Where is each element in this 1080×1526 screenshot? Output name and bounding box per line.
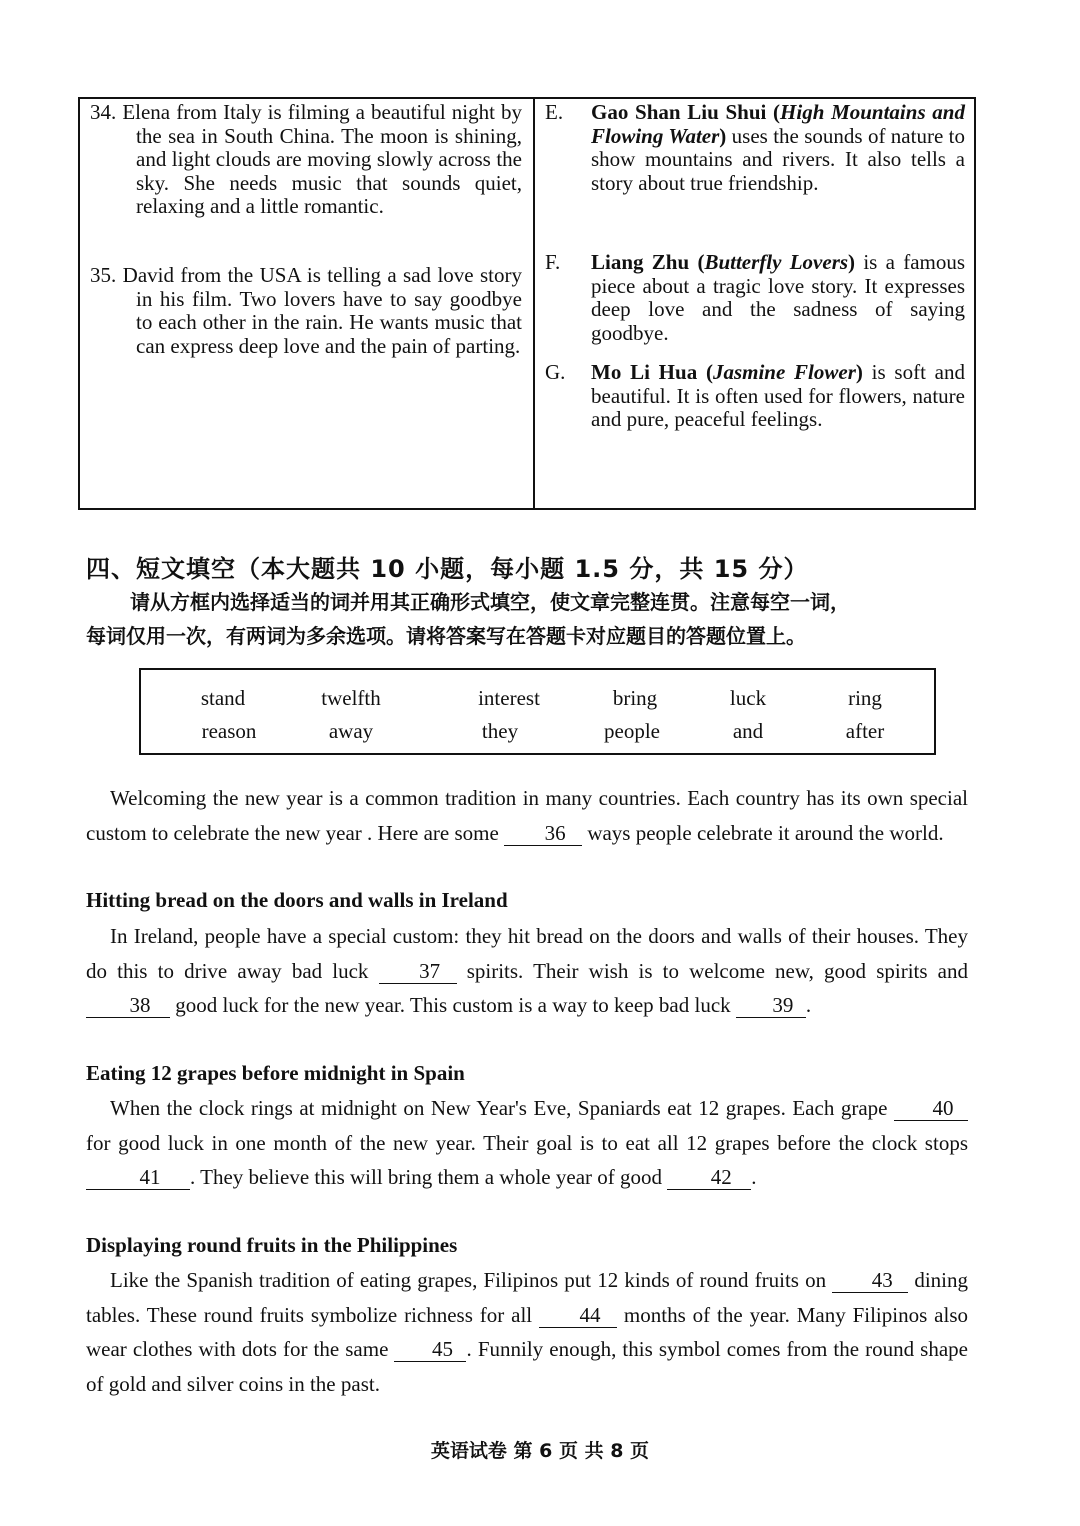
option-f bbox=[545, 251, 965, 345]
option-title-end: ) bbox=[719, 123, 727, 148]
passage-text: . Funnily enough, this symbol comes from the round shape of gold and silver coins in the past. bbox=[86, 1337, 968, 1396]
question-number: 35. bbox=[90, 263, 117, 287]
passage-text: In Ireland, people have a special custom: they hit bread on the doors and walls of their houses. They do this to drive away bad luck bbox=[86, 924, 968, 983]
option-g bbox=[545, 361, 965, 432]
word-bank-item: luck bbox=[729, 686, 767, 710]
blank-43: 43 bbox=[832, 1268, 908, 1293]
word-bank-item: they bbox=[481, 719, 519, 743]
passage-text: months of the year. Many Filipinos also wear clothes with dots for the same bbox=[86, 1302, 968, 1361]
passage-text: ways people celebrate it around the world. bbox=[582, 820, 944, 845]
option-letter: G. bbox=[545, 360, 566, 384]
option-paren-open: ( bbox=[697, 360, 713, 384]
instruction-line-2: 每词仅用一次，有两词为多余选项。请将答案写在答题卡对应题目的答题位置上。 bbox=[86, 624, 806, 648]
passage-paragraph-3 bbox=[86, 1091, 968, 1195]
section-title: 四、短文填空（本大题共 10 小题，每小题 1.5 分，共 15 分） bbox=[86, 555, 809, 583]
word-bank-item: people bbox=[604, 719, 660, 743]
option-title-english: High Mountains and Flowing Water bbox=[591, 100, 965, 148]
passage-text: spirits. Their wish is to welcome new, good spirits and bbox=[456, 958, 968, 983]
page-footer: 英语试卷 第 6 页 共 8 页 bbox=[430, 1440, 650, 1462]
matching-table bbox=[78, 97, 976, 510]
passage-text: good luck for the new year. This custom is a way to keep bad luck bbox=[170, 993, 736, 1017]
option-title: Liang Zhu bbox=[591, 250, 690, 274]
passage-paragraph-4 bbox=[86, 1263, 968, 1401]
option-text: is soft and beautiful. It is often used for flowers, nature and pure, peaceful feelings. bbox=[591, 360, 966, 431]
question-34 bbox=[90, 101, 522, 219]
blank-37: 37 bbox=[379, 959, 457, 984]
passage-text: When the clock rings at midnight on New Year's Eve, Spaniards eat 12 grapes. Each grape bbox=[110, 1096, 894, 1120]
option-title: Mo Li Hua bbox=[591, 360, 698, 384]
option-title-english: Butterfly Lovers bbox=[704, 250, 849, 274]
blank-38: 38 bbox=[86, 993, 170, 1018]
passage-text: for good luck in one month of the new year. Their goal is to eat all 12 grapes before the clock stops bbox=[86, 1130, 968, 1155]
word-bank-item: ring bbox=[848, 686, 882, 710]
passage-paragraph-2 bbox=[86, 919, 968, 1023]
passage-paragraph-1 bbox=[86, 781, 968, 850]
option-letter: F. bbox=[545, 250, 561, 274]
blank-44: 44 bbox=[539, 1303, 617, 1328]
word-bank-item: stand bbox=[200, 686, 246, 710]
instruction-line-1: 请从方框内选择适当的词并用其正确形式填空，使文章完整连贯。注意每空一词， bbox=[130, 590, 850, 614]
word-bank-item: interest bbox=[478, 686, 540, 710]
question-35 bbox=[90, 264, 522, 358]
heading-philippines: Displaying round fruits in the Philippines bbox=[86, 1233, 458, 1257]
blank-40: 40 bbox=[894, 1096, 968, 1121]
option-paren-open: ( bbox=[689, 250, 705, 274]
word-bank-item: away bbox=[328, 719, 374, 743]
option-letter: E. bbox=[545, 100, 564, 124]
option-text: uses the sounds of nature to show mountains and rivers. It also tells a story about true friendship. bbox=[591, 123, 965, 195]
word-bank-box bbox=[139, 668, 936, 755]
option-title: Gao Shan Liu Shui ( bbox=[591, 100, 781, 124]
heading-ireland: Hitting bread on the doors and walls in Ireland bbox=[86, 888, 508, 912]
passage-text: . bbox=[805, 993, 812, 1017]
question-text: Elena from Italy is filming a beautiful night by the sea in South China. The moon is shining, and light clouds are moving slowly across the sky. She needs music that sounds quiet, relaxing and a little romantic. bbox=[122, 100, 522, 218]
blank-45: 45 bbox=[394, 1337, 466, 1362]
word-bank-item: after bbox=[845, 719, 885, 743]
section-instructions bbox=[86, 585, 966, 653]
option-text: is a famous piece about a tragic love story. It expresses deep love and the sadness of saying goodbye. bbox=[591, 250, 966, 345]
blank-36: 36 bbox=[504, 821, 582, 846]
passage-text: Like the Spanish tradition of eating grapes, Filipinos put 12 kinds of round fruits on bbox=[110, 1268, 833, 1292]
option-title-english: Jasmine Flower bbox=[712, 360, 856, 384]
word-bank-item: twelfth bbox=[321, 686, 381, 710]
blank-42: 42 bbox=[667, 1165, 751, 1190]
passage-text: . bbox=[751, 1165, 757, 1189]
heading-spain: Eating 12 grapes before midnight in Spain bbox=[86, 1061, 465, 1085]
passage-text: Welcoming the new year is a common tradition in many countries. Each country has its own special custom to celebrate the new year . Here are some bbox=[86, 786, 968, 845]
blank-41: 41 bbox=[86, 1165, 190, 1190]
options-column bbox=[535, 99, 974, 508]
word-bank-item: and bbox=[732, 719, 764, 743]
question-text: David from the USA is telling a sad love story in his film. Two lovers have to say goodbye to each other in the rain. He wants music that can express deep love and the pain of parting. bbox=[122, 263, 522, 358]
option-paren-close: ) bbox=[848, 250, 856, 274]
word-bank-item: reason bbox=[201, 719, 257, 743]
word-bank-item: bring bbox=[612, 686, 658, 710]
passage-text: . They believe this will bring them a whole year of good bbox=[190, 1165, 668, 1189]
option-paren-close: ) bbox=[855, 360, 863, 384]
question-number: 34. bbox=[90, 100, 117, 124]
passage-text: dining tables. These round fruits symbolize richness for all bbox=[86, 1268, 968, 1327]
questions-column bbox=[80, 99, 535, 508]
option-e bbox=[545, 101, 965, 195]
blank-39: 39 bbox=[736, 993, 806, 1018]
